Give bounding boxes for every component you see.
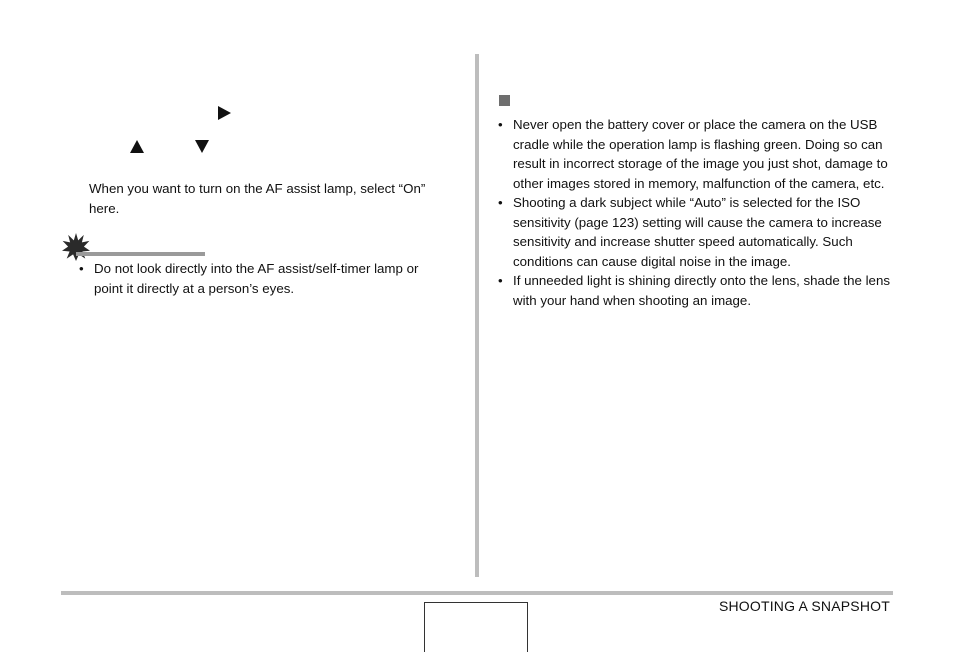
right-arrow-icon	[218, 106, 231, 120]
caution-list	[498, 115, 893, 310]
important-rule	[76, 252, 205, 256]
important-list	[79, 259, 444, 298]
important-starburst-icon	[62, 233, 90, 261]
list-item: • Never open the battery cover or place the camera on the USB cradle while the operation lamp is flashing green. Doing so can result in incorrect storage of the image you just shot, damage to other images stored in memory, malfunction of the camera, etc.	[498, 115, 893, 193]
af-assist-note: When you want to turn on the AF assist lamp, select “On” here.	[89, 181, 426, 216]
column-divider	[475, 54, 479, 577]
down-arrow-icon	[195, 140, 209, 153]
list-item: • Shooting a dark subject while “Auto” is selected for the ISO sensitivity (page 123) setting will cause the camera to increase sensitivity and increase shutter speed automatically. Such conditions can cause digital noise in the image.	[498, 193, 893, 271]
up-arrow-icon	[130, 140, 144, 153]
section-title: SHOOTING A SNAPSHOT	[718, 598, 890, 614]
list-item: • Do not look directly into the AF assist/self-timer lamp or point it directly at a person’s eyes.	[79, 259, 444, 298]
gray-square-icon	[499, 95, 510, 106]
page-number-box	[424, 602, 528, 652]
footer-rule	[61, 591, 893, 595]
list-item: • If unneeded light is shining directly onto the lens, shade the lens with your hand when shooting an image.	[498, 271, 893, 310]
